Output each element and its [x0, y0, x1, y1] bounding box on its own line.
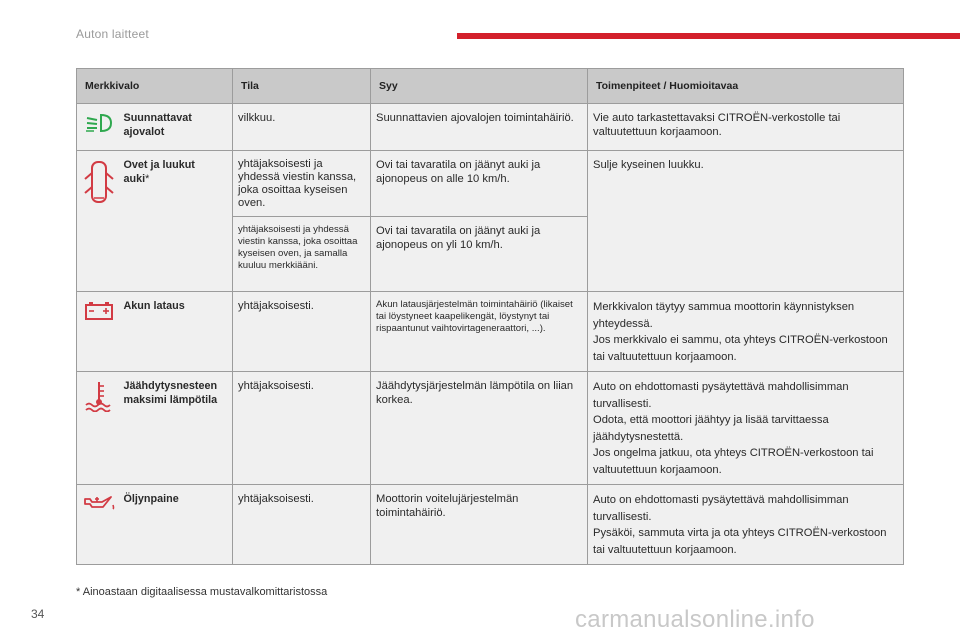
- column-header-merkkivalo: Merkkivalo: [77, 69, 233, 104]
- icon-cell: [77, 372, 122, 485]
- footnote: * Ainoastaan digitaalisessa mustavalkomittaristossa: [76, 586, 328, 598]
- warning-light-name: Akun lataus: [122, 292, 233, 372]
- state-cell: [233, 151, 371, 217]
- state-cell: yhtäjaksoisesti ja yhdessä viestin kanssa, joka osoittaa kyseisen oven, ja samalla kuuluu merkkiääni.: [233, 217, 371, 292]
- header-accent-bar: [457, 33, 960, 39]
- table-row: [77, 151, 904, 217]
- column-header-syy: Syy: [371, 69, 588, 104]
- action-cell: Vie auto tarkastettavaksi CITROËN-verkostolle tai valtuutettuun korjaamoon.: [588, 104, 904, 151]
- battery-icon: [77, 300, 122, 322]
- page-number: 34: [31, 607, 45, 621]
- action-cell: Sulje kyseinen luukku.: [588, 151, 904, 292]
- table-row: [77, 485, 904, 565]
- cause-cell: Akun latausjärjestelmän toimintahäiriö (likaiset tai löystyneet kaapelikengät, löystynyt tai rispaantunut vaihtovirtageneraattori, ...).: [371, 292, 588, 372]
- state-text: yhtäjaksoisesti ja yhdessä viestin kanssa, joka osoittaa kyseisen oven.: [238, 158, 357, 209]
- oil-pressure-icon: [77, 493, 122, 513]
- icon-cell: [77, 485, 122, 565]
- table-header-row: [77, 69, 904, 104]
- action-cell: Merkkivalon täytyy sammua moottorin käynnistyksen yhteydessä. Jos merkkivalo ei sammu, ota yhteys CITROËN-verkostoon tai valtuutettuun korjaamoon.: [588, 292, 904, 372]
- section-title: Auton laitteet: [76, 27, 149, 41]
- table-row: [77, 372, 904, 485]
- table-row: [77, 104, 904, 151]
- door-open-icon: [77, 159, 122, 205]
- warning-light-name-text: Ovet ja luukut: [123, 159, 195, 171]
- state-cell: yhtäjaksoisesti.: [233, 485, 371, 565]
- state-cell: yhtäjaksoisesti.: [233, 292, 371, 372]
- cause-cell: Ovi tai tavaratila on jäänyt auki ja ajonopeus on yli 10 km/h.: [371, 217, 588, 292]
- coolant-temperature-icon: [77, 380, 122, 412]
- cause-cell: Suunnattavien ajovalojen toimintahäiriö.: [371, 104, 588, 151]
- state-cell: vilkkuu.: [233, 104, 371, 151]
- state-cell: yhtäjaksoisesti.: [233, 372, 371, 485]
- warning-light-name: Öljynpaine: [122, 485, 233, 565]
- warning-light-name: Suunnattavat ajovalot: [122, 104, 233, 151]
- cause-cell: Moottorin voitelujärjestelmän toimintahäiriö.: [371, 485, 588, 565]
- footnote-mark: *: [145, 173, 150, 185]
- column-header-toimenpiteet: Toimenpiteet / Huomioitavaa: [588, 69, 904, 104]
- warning-light-name-text: auki: [123, 173, 146, 185]
- column-header-tila: Tila: [233, 69, 371, 104]
- warning-light-name: [122, 151, 233, 292]
- cause-cell: Ovi tai tavaratila on jäänyt auki ja ajonopeus on alle 10 km/h.: [371, 151, 588, 217]
- icon-cell: [77, 151, 122, 292]
- watermark: carmanualsonline.info: [575, 606, 815, 633]
- action-cell: Auto on ehdottomasti pysäytettävä mahdollisimman turvallisesti. Pysäköi, sammuta virta ja ota yhteys CITROËN-verkostoon tai valtuutettuun korjaamoon.: [588, 485, 904, 565]
- warning-lights-table: [76, 68, 904, 565]
- icon-cell: [77, 104, 122, 151]
- action-cell: Auto on ehdottomasti pysäytettävä mahdollisimman turvallisesti. Odota, että moottori jäähtyy ja lisää tarvittaessa jäähdytysnestettä. Jos ongelma jatkuu, ota yhteys CITROËN-verkostoon tai valtuutettuun korjaamoon.: [588, 372, 904, 485]
- fog-light-icon: [77, 112, 122, 134]
- warning-light-name: Jäähdytysnesteen maksimi lämpötila: [122, 372, 233, 485]
- table-row: [77, 292, 904, 372]
- cause-cell: Jäähdytysjärjestelmän lämpötila on liian korkea.: [371, 372, 588, 485]
- icon-cell: [77, 292, 122, 372]
